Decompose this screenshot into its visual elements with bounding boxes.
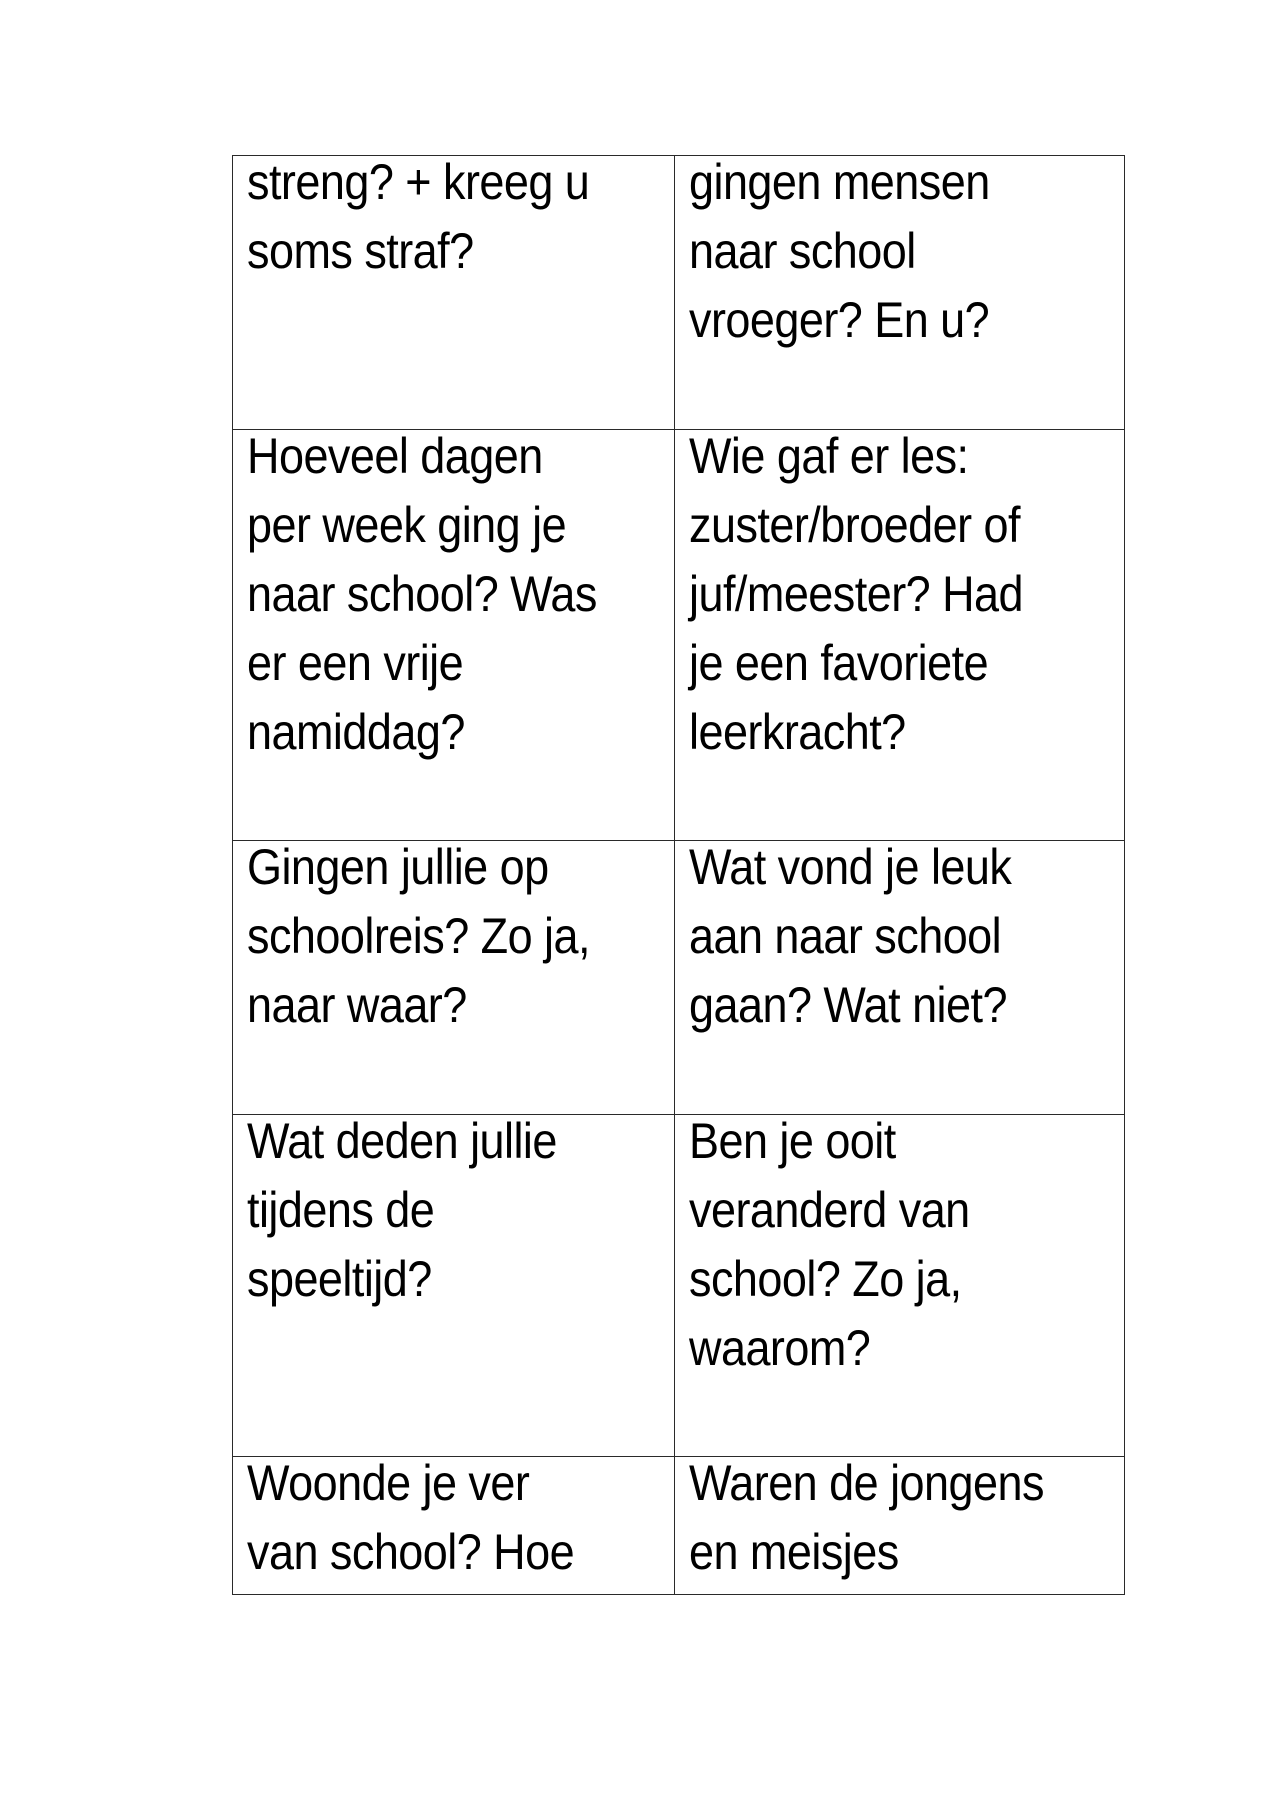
question-text-line: en meisjes (689, 1524, 899, 1580)
question-text-line: streng? + kreeg u (247, 154, 590, 210)
question-text-line: juf/meester? Had (689, 566, 1024, 622)
question-text-line: van school? Hoe (247, 1524, 575, 1580)
question-text-line: naar waar? (247, 977, 467, 1033)
question-text-line: speeltijd? (247, 1251, 432, 1307)
question-text-line: zuster/broeder of (689, 497, 1021, 553)
question-text-line: waarom? (689, 1320, 871, 1376)
question-text-line: soms straf? (247, 223, 474, 279)
question-text-line: Waren de jongens (689, 1455, 1044, 1511)
question-card (675, 841, 1125, 1115)
question-text-line: gingen mensen (689, 154, 990, 210)
question-cards-table (232, 155, 1125, 1595)
question-card (233, 841, 675, 1115)
question-text-line: Gingen jullie op (247, 839, 549, 895)
question-text-line: school? Zo ja, (689, 1251, 962, 1307)
question-text-line: veranderd van (689, 1182, 970, 1238)
question-text-line: Wie gaf er les: (689, 428, 969, 484)
question-text-line: tijdens de (247, 1182, 435, 1238)
table-row (233, 1457, 1125, 1595)
question-text-line: Hoeveel dagen (247, 428, 543, 484)
question-text-line: namiddag? (247, 704, 465, 760)
question-card (675, 430, 1125, 841)
table-row (233, 1115, 1125, 1457)
question-card (233, 430, 675, 841)
table-row (233, 430, 1125, 841)
question-card (675, 1457, 1125, 1595)
question-card (675, 1115, 1125, 1457)
table-row (233, 156, 1125, 430)
question-card (233, 1457, 675, 1595)
question-text-line: leerkracht? (689, 704, 906, 760)
question-text-line: schoolreis? Zo ja, (247, 908, 590, 964)
question-text-line: vroeger? En u? (689, 292, 990, 348)
question-text-line: gaan? Wat niet? (689, 977, 1007, 1033)
question-text-line: er een vrije (247, 635, 464, 691)
question-card (675, 156, 1125, 430)
question-text-line: aan naar school (689, 908, 1002, 964)
question-text-line: Wat vond je leuk (689, 839, 1012, 895)
question-text-line: Ben je ooit (689, 1113, 896, 1169)
question-card (233, 156, 675, 430)
question-text-line: Woonde je ver (247, 1455, 530, 1511)
question-text-line: naar school? Was (247, 566, 597, 622)
table-row (233, 841, 1125, 1115)
question-text-line: per week ging je (247, 497, 567, 553)
question-card (233, 1115, 675, 1457)
question-text-line: Wat deden jullie (247, 1113, 557, 1169)
question-text-line: je een favoriete (689, 635, 989, 691)
question-text-line: naar school (689, 223, 916, 279)
